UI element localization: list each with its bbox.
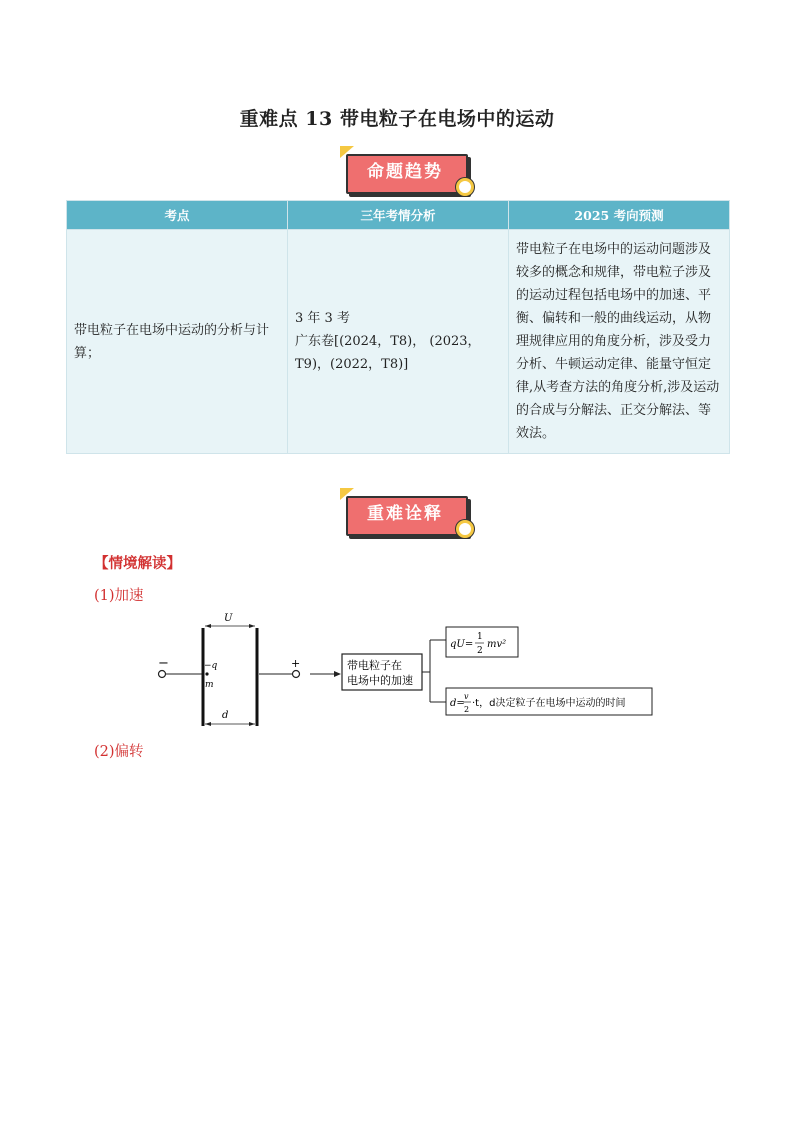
trend-badge [340, 146, 470, 194]
particle-dot [205, 672, 208, 675]
eq2-denominator: 2 [464, 705, 470, 714]
eq1-left: qU= [450, 639, 474, 650]
analysis-detail: 广东卷[(2024，T8)， (2023，T9)，(2022，T8)] [295, 334, 481, 372]
charge-label: −q [204, 661, 218, 671]
trend-badge-label: 命题趋势 [367, 162, 443, 182]
ring-icon [456, 520, 474, 538]
eq1-denominator: 2 [477, 646, 483, 656]
mass-label: m [205, 680, 214, 690]
analysis-count: 3 年 3 考 [295, 311, 350, 326]
eq2-left: d= [450, 698, 465, 709]
box-line2: 电场中的加速 [347, 674, 413, 687]
eq2-right: ·t，d决定粒子在电场中运动的时间 [472, 698, 626, 709]
page-title: 重难点 13 带电粒子在电场中的运动 [239, 108, 555, 130]
cell-forecast: 带电粒子在电场中的运动问题涉及较多的概念和规律，带电粒子涉及的运动过程包括电场中的加速、平衡、偏转和一般的曲线运动，从物理规律应用的角度分析，涉及受力分析、牛顿运动定律、能量守恒定律,从考查方法的角度分析,涉及运动的合成与分解法、正交分解法、等效法。 [509, 230, 730, 454]
d-label: d [222, 710, 229, 721]
explain-badge-label: 重难诠释 [367, 504, 443, 524]
right-terminal [293, 671, 300, 678]
item-deflection: (2)偏转 [94, 744, 144, 760]
plus-sign: + [291, 657, 301, 670]
eq1-right: mv² [487, 639, 507, 650]
eq2-numerator: v [464, 692, 469, 701]
section-label: 【情境解读】 [94, 555, 181, 572]
left-terminal [159, 671, 166, 678]
box-line1: 带电粒子在 [347, 659, 402, 672]
explain-badge [340, 488, 470, 536]
header-kaodian: 考点 [67, 201, 288, 230]
cell-kaodian: 带电粒子在电场中运动的分析与计算； [67, 230, 288, 454]
ring-icon [456, 178, 474, 196]
acceleration-diagram [150, 610, 670, 735]
cell-analysis [288, 230, 509, 454]
header-forecast: 2025 考向预测 [509, 201, 730, 230]
arrow-head-icon [334, 671, 341, 677]
exam-analysis-table [66, 200, 730, 454]
header-analysis: 三年考情分析 [288, 201, 509, 230]
branch-bracket [422, 640, 446, 702]
u-label: U [224, 613, 233, 624]
minus-sign: − [158, 656, 169, 671]
eq1-numerator: 1 [477, 632, 483, 642]
item-acceleration: (1)加速 [94, 588, 144, 604]
